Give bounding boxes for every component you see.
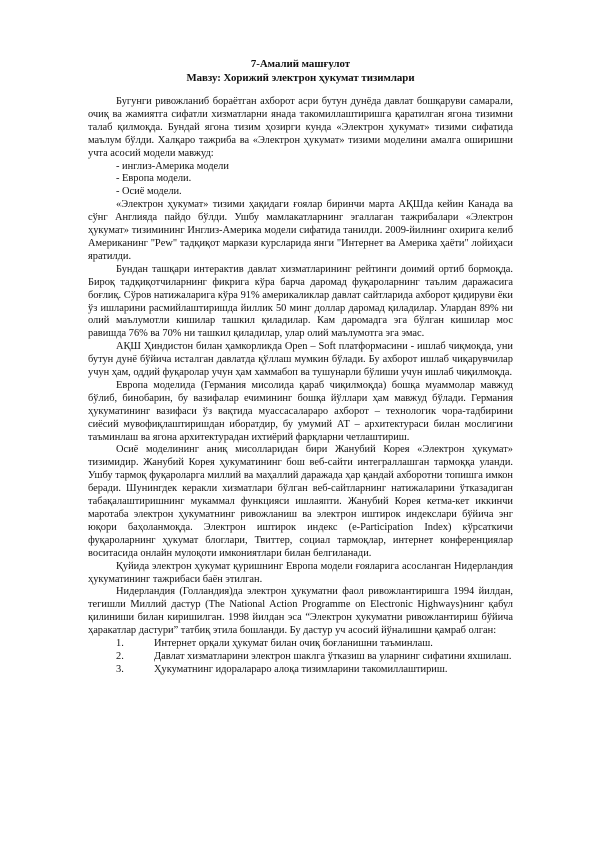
paragraph: Бундан ташқари интерактив давлат хизматларининг рейтинги доимий ортиб бормоқда. Бироқ тадқиқотчиларнинг фикрига кўра барча даромад фуқароларнинг таълим даражасига боғлиқ. Сўров натижаларига кўра 91% америкаликлар давлат сайтларида ахборот қидируви ёки ўз ишларини расмийлаштиришда йиллик 50 минг доллар даромад қиладилар. Улардан 89% ни олий маълумотли кишилар ташкил қиладилар. Кам даромадга эга бўлган кишилар мос равишда 76% ва 70% ни ташкил қиладилар, улар олий маълумотга эга эмас.: [88, 263, 513, 340]
document-body: [88, 58, 513, 677]
numbered-item: [88, 651, 513, 664]
page-subtitle: Мавзу: Хорижий электрон ҳукумат тизимлари: [186, 72, 415, 84]
page-title: 7-Амалий машғулот: [250, 58, 351, 70]
paragraph: АҚШ Ҳиндистон билан ҳамкорликда Open – Soft платформасини - ишлаб чиқмоқда, уни бутун дунё бўйича исталган давлатда қўллаш мумкин бўлади. Бу ахборот ишлаб чиқарувчилар учун ҳам, оддий фуқаролар учун ҳам хаммабоп ва тушунарли бўлиши учун ишлаб чиқилмоқда.: [88, 341, 513, 379]
paragraph: «Электрон ҳукумат» тизими ҳақидаги ғоялар биринчи марта АҚШда кейин Канада ва сўнг Англияда пайдо бўлди. Ушбу мамлакатларнинг эгаллаган тажрибалари «Электрон ҳукумат» тизимининг Инглиз-Америка модели сифатида танилди. 2009-йилнинг охирига келиб Американинг "Pew" тадқиқот маркази курсларида янги "Интернет ва Америка ҳаёти" лойиҳаси яратилди.: [88, 199, 513, 262]
item-number: 3.: [116, 663, 124, 675]
paragraph: Бугунги ривожланиб бораётган ахборот асри бутун дунёда давлат бошқаруви самарали, очиқ ва жамиятга сифатли хизматларни янада такомиллаштиришга қаратилган ягона тизимни талаб қилмоқда. Бундай ягона тизим ҳозирги кунда «Электрон ҳукумат» тизими сифатида маълум бўлди. Халқаро тажриба ва «Электрон ҳукумат» тизими моделини амалга оширишни учта асосий модели мавжуд:: [88, 96, 513, 159]
item-text: Давлат хизматларини электрон шаклга ўтказиш ва уларнинг сифатини яхшилаш.: [154, 650, 512, 662]
paragraph: Осиё моделининг аниқ мисолларидан бири Жанубий Корея «Электрон ҳукумат» тизимидир. Жанубий Корея ҳукуматининг бош веб-сайти интеграллашган тармоққа уланди. Ушбу тармоқ фуқароларга миллий ва маҳаллий даражада ҳар қандай ахборотни топишга имкон беради. Шунингдек керакли хизматлари бўлган веб-сайтларнинг натижаларини ўтказадиган табақалаштиришнинг мукаммал функцияси ишлаяпти. Жанубий Корея кетма-кет иккинчи маротаба электрон ҳукуматнинг ривожланиш ва электрон иштирок индекслари бўйича энг юқори баҳоланмоқда. Электрон иштирок индекс (e-Participation Index) кўрсаткичи фуқароларнинг ҳукумат блоглари, Твиттер, социал тармоқлар, интернет конференциялар воситасида онлайн мулоқоти имкониятлари билан белгиланади.: [88, 444, 513, 559]
item-text: Интернет орқали ҳукумат билан очиқ боғланишни таъминлаш.: [154, 638, 433, 650]
list-item: - Европа модели.: [116, 173, 192, 185]
list-item: - инглиз-Америка модели: [116, 160, 229, 172]
paragraph: Қуйида электрон ҳукумат қуришнинг Европа модели ғояларига асосланган Нидерландия ҳукуматининг тажрибаси баён этилган.: [88, 560, 513, 585]
paragraph: Европа моделида (Германия мисолида қараб чиқилмоқда) бошқа муаммолар мавжуд бўлиб, бинобарин, бу вазифалар ечимининг бошқа йўллари ҳам мавжуд бўлади. Германия ҳукуматининг вазифаси ўз вақтида муассасалараро ахборот – технологик чора-тадбирини сиёсий мувофиқлаштиришдан иборатдир, бу умумий АТ – архитектураси билан мослигини таъминлаш ва ягона архитектурадан ихтиёрий фарқларни четлаштириш.: [88, 379, 513, 443]
list-item: - Осиё модели.: [116, 186, 182, 198]
item-number: 1.: [116, 638, 124, 650]
paragraph: Нидерландия (Голландия)да электрон ҳукуматни фаол ривожлантиришга 1994 йилдан, тегишли Миллий дастур (The National Action Programme on Electronic Highways)нинг қабул қилиниши билан киришилган. 1998 йилдан эса “Электрон ҳукуматни ривожлантириш бўйича ҳаракатлар дастури” татбиқ этила бошланди. Бу дастур уч асосий йўналишни қамраб олган:: [88, 586, 513, 637]
item-number: 2.: [116, 650, 124, 662]
numbered-item: [88, 664, 513, 677]
item-text: Ҳукуматнинг идоралараро алоқа тизимларини такомиллаштириш.: [154, 663, 448, 675]
numbered-item: [88, 638, 513, 651]
